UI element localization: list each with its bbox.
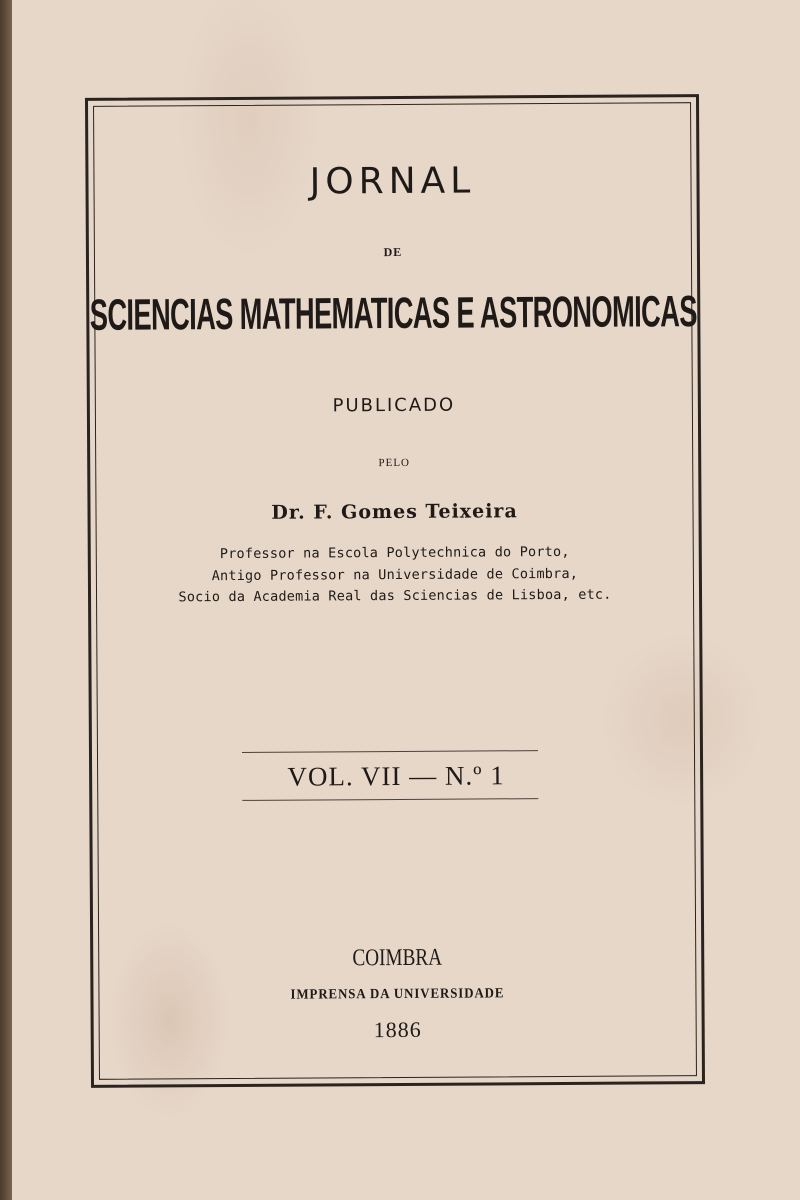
editor-name: Dr. F. Gomes Teixeira	[271, 500, 518, 524]
title-page-content	[88, 97, 702, 1085]
pelo-label: PELO	[378, 456, 411, 470]
journal-heading: JORNAL	[309, 160, 476, 203]
volume-rule-top	[242, 750, 538, 753]
imprint-city: COIMBRA	[352, 944, 443, 972]
book-spine-shadow	[0, 0, 12, 1200]
affiliation-line: Antigo Professor na Universidade de Coimbra,	[211, 565, 579, 585]
publicado-label: PUBLICADO	[332, 394, 456, 417]
volume-number: VOL. VII — N.º 1	[287, 760, 505, 792]
affiliation-line: Professor na Escola Polytechnica do Porto,	[219, 543, 570, 563]
journal-subject-title: SCIENCIAS MATHEMATICAS E ASTRONOMICAS	[89, 287, 697, 340]
imprint-year: 1886	[373, 1016, 422, 1043]
double-rule-border	[85, 94, 705, 1088]
volume-rule-bottom	[242, 798, 538, 801]
affiliation-line: Socio da Academia Real das Sciencias de Lisboa, etc.	[178, 586, 612, 606]
de-connector: DE	[383, 244, 403, 260]
imprint-press: IMPRENSA DA UNIVERSIDADE	[290, 986, 505, 1003]
